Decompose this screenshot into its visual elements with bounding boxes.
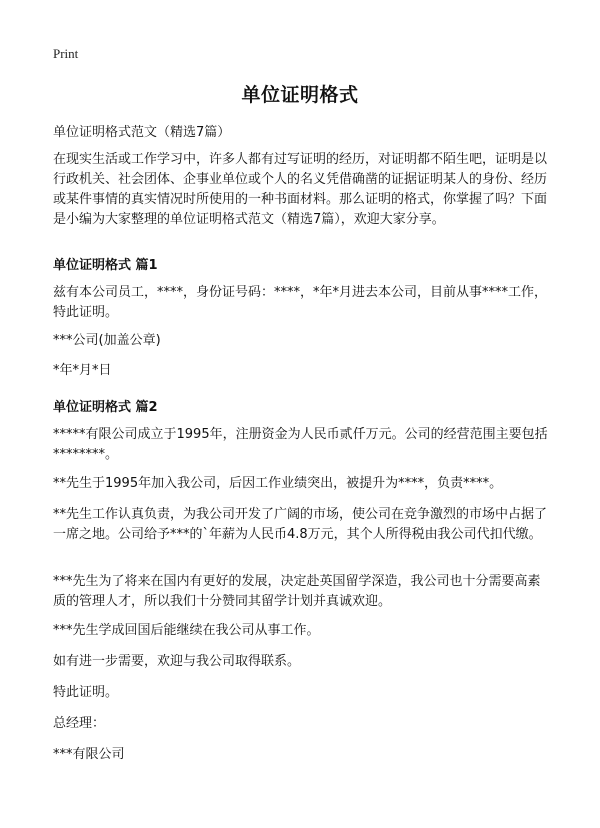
section1-heading: 单位证明格式 篇1 (53, 258, 158, 273)
section2-paragraph-4: ***先生为了将来在国内有更好的发展，决定赴英国留学深造，我公司也十分需要高素质的管理人才，所以我们十分赞同其留学计划并真诚欢迎。 (53, 574, 541, 609)
section2-heading: 单位证明格式 篇2 (53, 400, 158, 415)
section2-paragraph-6: 如有进一步需要，欢迎与我公司取得联系。 (53, 654, 301, 669)
section2-paragraph-3: **先生工作认真负责，为我公司开发了广阔的市场，使公司在竞争激烈的市场中占据了一席之地。公司给予***的`年薪为人民币4.8万元，其个人所得税由我公司代扣代缴。 (53, 507, 548, 542)
section1-paragraph-1: 兹有本公司员工，****，身份证号码：****，*年*月进去本公司，目前从事****工作，特此证明。 (53, 285, 548, 320)
section1-paragraph-2: ***公司(加盖公章) (53, 333, 161, 348)
intro-paragraph: 在现实生活或工作学习中，许多人都有过写证明的经历，对证明都不陌生吧，证明是以行政机关、社会团体、企事业单位或个人的名义凭借确凿的证据证明某人的身份、经历或某件事情的真实情况时所使用的一种书面材料。那么证明的格式，你掌握了吗？下面是小编为大家整理的单位证明格式范文（精选7篇），欢迎大家分享。 (53, 152, 548, 227)
section2-paragraph-7: 特此证明。 (53, 685, 119, 700)
section2-paragraph-2: **先生于1995年加入我公司，后因工作业绩突出，被提升为****，负责****。 (53, 476, 503, 491)
section2-paragraph-8: 总经理： (53, 716, 106, 731)
section2-paragraph-9: ***有限公司 (53, 747, 125, 762)
document-subtitle: 单位证明格式范文（精选7篇） (53, 125, 231, 140)
section2-paragraph-5: ***先生学成回国后能继续在我公司从事工作。 (53, 623, 320, 638)
document-title: 单位证明格式 (241, 84, 359, 106)
section2-paragraph-1: *****有限公司成立于1995年，注册资金为人民币贰仟万元。公司的经营范围主要包括********。 (53, 427, 548, 462)
section1-paragraph-3: *年*月*日 (53, 363, 112, 378)
print-link[interactable]: Print (53, 46, 79, 61)
